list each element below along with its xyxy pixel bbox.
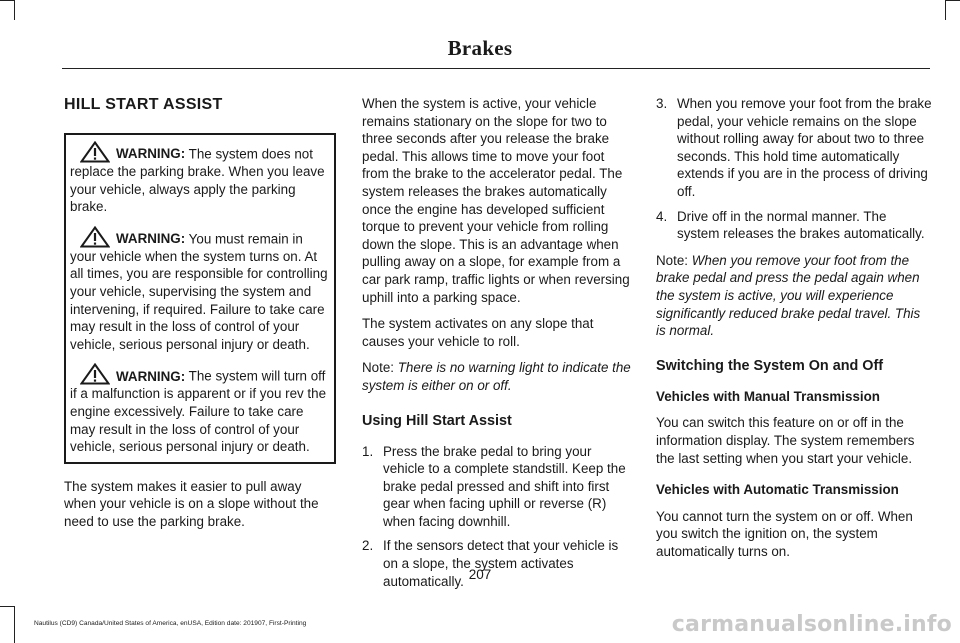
list-item [656,208,932,243]
step-number: 1. [362,443,374,459]
warning-triangle-icon [80,363,110,385]
crop-mark [946,0,960,1]
warning-label: WARNING: [116,368,186,384]
warning-text: The system does not replace the parking brake. When you leave your vehicle, always apply the parking brake. [70,146,325,215]
crop-mark [0,606,14,607]
step-number: 3. [656,96,668,111]
crop-mark [14,606,15,643]
list-item [362,537,634,590]
note-text: There is no warning light to indicate the system is either on or off. [362,360,631,393]
minor-heading: Vehicles with Manual Transmission [656,388,880,404]
note [656,252,932,340]
warning-label: WARNING: [116,146,186,162]
watermark: carmanualsonline.info [671,612,952,637]
page-number: 207 [468,567,492,582]
section-title: HILL START ASSIST [64,96,223,113]
body-paragraph: The system makes it easier to pull away when your vehicle is on a slope without the need to use the parking brake. [64,478,319,529]
step-text: If the sensors detect that your vehicle is on a slope, the system activates automatically. [383,538,619,589]
step-text: When you remove your foot from the brake pedal, your vehicle remains on the slope without rolling away for about two to three seconds. This hold time automatically extends if you are in the process of driving off. [677,96,932,199]
column-2 [362,95,634,599]
header-rule [62,68,930,69]
warning-text: You must remain in your vehicle when the system turns on. At all times, you are responsible for controlling your vehicle, supervising the system and intervening, if required. Failure to take care may result in the loss of control of your vehicle, serious personal injury or death. [70,231,328,352]
body-paragraph: When the system is active, your vehicle remains stationary on the slope for two to three seconds after you release the brake pedal. This allows time to move your foot from the brake to the accelerator pedal. The system releases the brakes automatically once the engine has developed sufficient torque to prevent your vehicle from rolling down the slope. This is an advantage when pulling away on a slope, for example from a car park ramp, traffic lights or when reversing uphill into a parking space. [362,96,630,305]
crop-mark [0,0,14,1]
warning-triangle-icon [80,141,110,163]
step-text: Drive off in the normal manner. The system releases the brakes automatically. [677,208,925,242]
list-item [362,443,634,531]
crop-mark [14,0,15,20]
crop-mark [945,0,946,20]
body-paragraph: You can switch this feature on or off in the information display. The system remembers the last setting when you start your vehicle. [656,415,915,466]
note-label: Note: [656,252,689,268]
warning-box [64,133,336,464]
step-text: Press the brake pedal to bring your vehicle to a complete standstill. Keep the brake pedal pressed and shift into first gear when facing uphill or reverse (R) when facing downhill. [383,443,626,529]
column-3 [656,95,932,569]
footer-edition-text: Nautilus (CD9) Canada/United States of America, enUSA, Edition date: 201907, First-Printing [34,620,307,627]
step-number: 2. [362,538,374,554]
steps-list [656,95,932,243]
subsection-heading: Using Hill Start Assist [362,412,512,429]
note [362,359,634,394]
body-paragraph: You cannot turn the system on or off. When you switch the ignition on, the system automatically turns on. [656,508,913,559]
note-text: When you remove your foot from the brake pedal and press the pedal again when the system is active, you will experience significantly reduced brake pedal travel. This is normal. [656,252,921,339]
step-number: 4. [656,208,668,224]
page-header-title: Brakes [447,36,513,60]
warning-item [70,363,330,455]
minor-heading: Vehicles with Automatic Transmission [656,482,899,498]
list-item [656,95,932,201]
warning-triangle-icon [80,226,110,248]
warning-item [70,226,330,354]
note-label: Note: [362,360,395,376]
body-paragraph: The system activates on any slope that causes your vehicle to roll. [362,316,594,349]
warning-item [70,141,330,216]
column-1 [64,95,336,540]
warning-label: WARNING: [116,231,186,247]
subsection-heading: Switching the System On and Off [656,357,884,374]
warning-text: The system will turn off if a malfunction is apparent or if you rev the engine excessively. Failure to take care may result in the loss of control of your vehicle, serious personal injury or death. [70,368,327,455]
